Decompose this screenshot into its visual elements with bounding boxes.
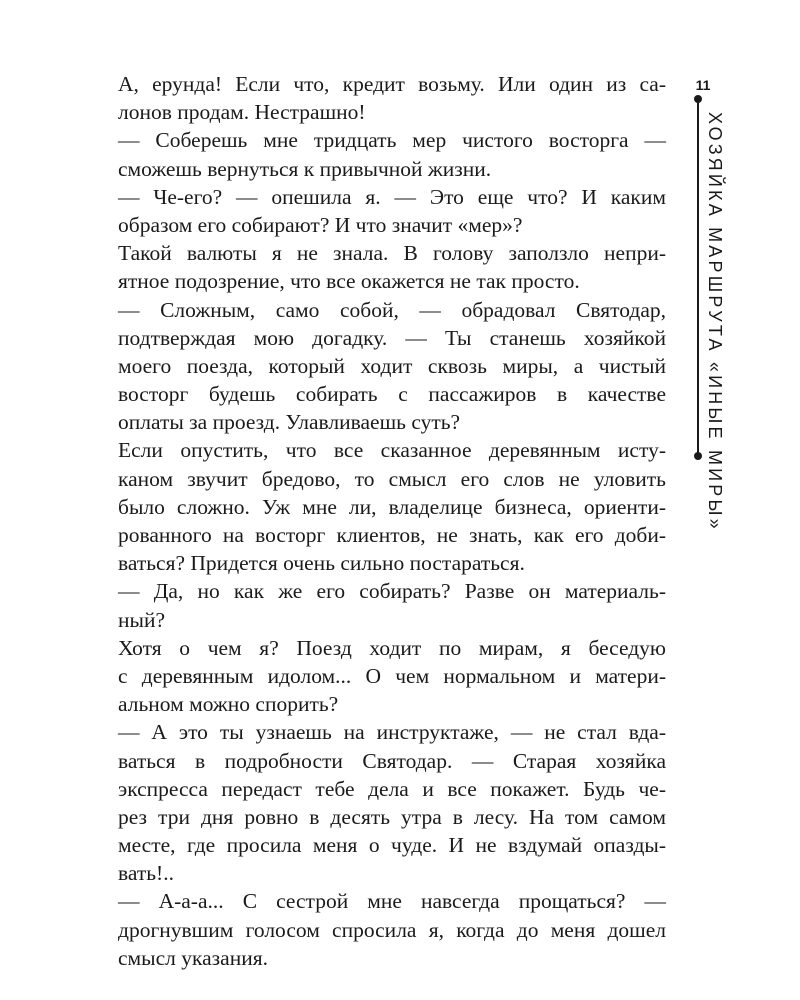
text-line: — Че-его? — опешила я. — Это еще что? И каким [118, 184, 666, 209]
text-line: альном можно спорить? [118, 692, 339, 717]
text-line: ваться в подробности Святодар. — Старая хозяйка [118, 748, 666, 773]
text-line: было сложно. Уж мне ли, владелице бизнеса, ориенти- [118, 494, 666, 519]
text-line: рез три дня ровно в десять утра в лесу. На том самом [118, 804, 666, 829]
text-line: — А-а-а... С сестрой мне навсегда прощаться? — [118, 889, 666, 914]
text-line: — Сложным, само собой, — обрадовал Святодар, [118, 297, 666, 322]
text-line: — Да, но как же его собирать? Разве он материаль- [118, 579, 666, 604]
text-line: лонов продам. Нестрашно! [118, 100, 366, 125]
text-line: — А это ты узнаешь на инструктаже, — не стал вда- [118, 720, 666, 745]
text-line: — Соберешь мне тридцать мер чистого восторга — [118, 128, 666, 153]
text-line: Хотя о чем я? Поезд ходит по мирам, я беседую [118, 635, 666, 660]
text-line: А, ерунда! Если что, кредит возьму. Или один из са- [118, 72, 666, 96]
text-line: вать!.. [118, 861, 174, 886]
text-line: дрогнувшим голосом спросила я, когда до меня дошел [118, 917, 666, 942]
text-line: экспресса передаст тебе дела и все покажет. Будь че- [118, 776, 666, 801]
text-line: ный? [118, 607, 165, 632]
running-head-rule [697, 100, 699, 455]
text-line: с деревянным идолом... О чем нормальном и матери- [118, 663, 666, 688]
text-line: рованного на восторг клиентов, не знать, как его доби- [118, 523, 666, 547]
running-head: ХОЗЯЙКА МАРШРУТА «ИНЫЕ МИРЫ» [705, 112, 725, 532]
text-line: Такой валюты я не знала. В голову заползло непри- [118, 241, 666, 266]
text-line: оплаты за проезд. Улавливаешь суть? [118, 410, 461, 435]
text-line: каном звучит бредово, то смысл его слов не уловить [118, 466, 666, 491]
text-line: подтверждая мою догадку. — Ты станешь хозяйкой [118, 325, 666, 350]
text-line: ятное подозрение, что все окажется не так просто. [118, 269, 580, 294]
text-line: сможешь вернуться к привычной жизни. [118, 156, 492, 181]
body-text [118, 70, 666, 972]
text-line: образом его собирают? И что значит «мер»? [118, 212, 523, 237]
running-head-dot-bottom [694, 452, 702, 460]
text-line: месте, где просила меня о чуде. И не вздумай опазды- [118, 833, 666, 858]
text-line: Если опустить, что все сказанное деревянным исту- [118, 438, 666, 463]
running-head-dot-top [694, 95, 702, 103]
text-line: смысл указания. [118, 945, 268, 970]
text-line: моего поезда, который ходит сквозь миры, а чистый [118, 353, 666, 378]
text-line: ваться? Придется очень сильно постараться. [118, 551, 525, 576]
text-line: восторг будешь собирать с пассажиров в качестве [118, 382, 666, 407]
page-number: 11 [695, 77, 711, 93]
